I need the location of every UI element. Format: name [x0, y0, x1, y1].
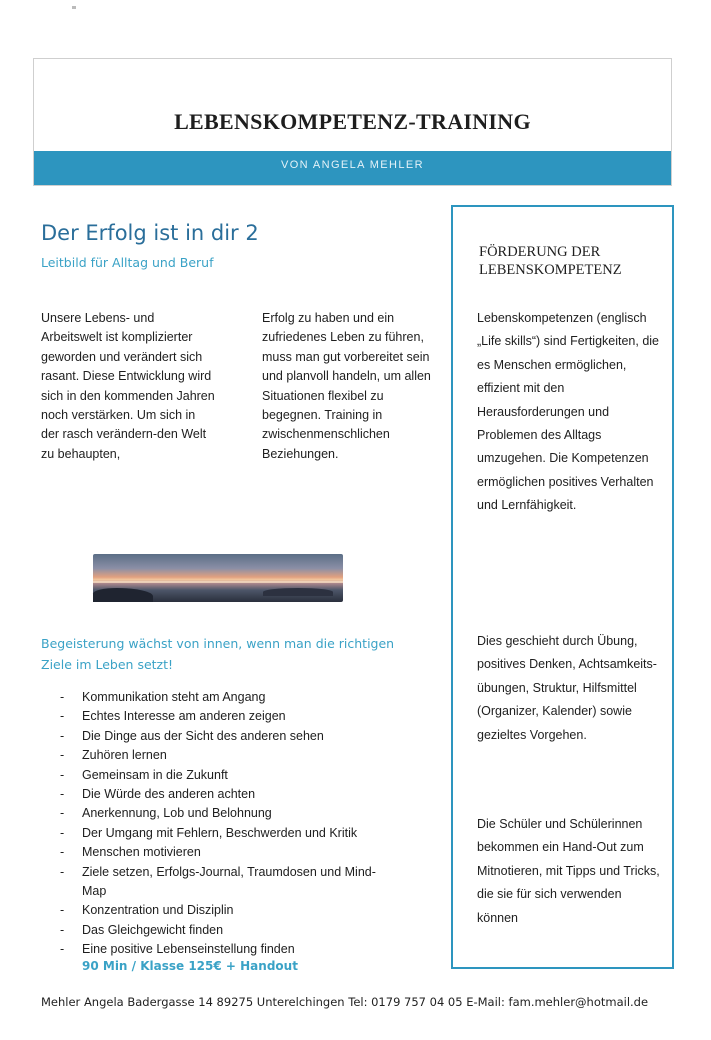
photo-horizon	[93, 581, 343, 583]
bullet-dash: -	[60, 748, 65, 763]
list-item-text: Die Dinge aus der Sicht des anderen sehen	[82, 728, 324, 743]
main-title: Der Erfolg ist in dir 2	[41, 221, 259, 245]
list-item-text: Gemeinsam in die Zukunft	[82, 767, 228, 782]
bullet-dash: -	[60, 767, 65, 782]
footer-contact: Mehler Angela Badergasse 14 89275 Unterelchingen Tel: 0179 757 04 05 E-Mail: fam.mehler@hotmail.de	[41, 995, 649, 1009]
list-item-text: Der Umgang mit Fehlern, Beschwerden und Kritik	[82, 825, 358, 840]
sunset-photo	[93, 554, 343, 602]
bullet-dash: -	[60, 806, 65, 821]
list-item-text: Ziele setzen, Erfolgs-Journal, Traumdosen und Mind-Map	[82, 864, 376, 899]
list-item	[60, 707, 390, 726]
list-item-text: Die Würde des anderen achten	[82, 787, 256, 802]
photo-rock-left	[93, 588, 153, 602]
price-info: 90 Min / Klasse 125€ + Handout	[82, 959, 298, 973]
bullet-dash: -	[60, 845, 65, 860]
list-item	[60, 746, 390, 765]
list-item	[60, 901, 390, 920]
list-item-text: Menschen motivieren	[82, 845, 201, 860]
bullet-dash: -	[60, 864, 65, 879]
list-item-text: Kommunikation steht am Angang	[82, 690, 266, 704]
bullet-dash: -	[60, 903, 65, 918]
intro-column-2	[262, 309, 437, 464]
photo-rock-right	[263, 588, 333, 596]
list-item	[60, 688, 390, 707]
list-item	[60, 766, 390, 785]
bullet-dash: -	[60, 825, 65, 840]
list-item	[60, 785, 390, 804]
list-item	[60, 940, 390, 959]
list-item	[60, 804, 390, 823]
list-item	[60, 824, 390, 843]
bullet-dash: -	[60, 690, 65, 704]
highlight-quote: Begeisterung wächst von innen, wenn man die richtigen Ziele im Leben setzt!	[41, 636, 395, 672]
header-subtitle: VON ANGELA MEHLER	[280, 159, 424, 171]
list-item-text: Eine positive Lebenseinstellung finden	[82, 942, 295, 957]
intro-text-2: Erfolg zu haben und ein zufriedenes Leben zu führen, muss man gut vorbereitet sein und planvoll handeln, um allen Situationen flexibel zu begegnen. Training in zwischenmenschlichen Beziehungen.	[262, 311, 431, 461]
sidebar-heading: FÖRDERUNG DER LEBENSKOMPETENZ	[479, 244, 622, 278]
list-item	[60, 863, 390, 902]
list-item-text: Zuhören lernen	[82, 748, 167, 763]
sidebar-paragraph-2: Dies geschieht durch Übung, positives Denken, Achtsamkeits-übungen, Struktur, Hilfsmittel (Organizer, Kalender) sowie gezieltes Vorgehen.	[477, 634, 657, 742]
list-item	[60, 843, 390, 862]
bullet-dash: -	[60, 709, 65, 724]
bullet-dash: -	[60, 787, 65, 802]
bullet-dash: -	[60, 922, 65, 937]
header-box	[33, 58, 672, 186]
intro-text-1: Unsere Lebens- und Arbeitswelt ist komplizierter geworden und verändert sich rasant. Diese Entwicklung wird sich in den kommenden Jahren noch verstärken. Um sich in der rasch verändern-den Welt zu behaupten,	[41, 311, 215, 461]
sidebar-box	[451, 205, 674, 969]
list-item-text: Konzentration und Disziplin	[82, 903, 234, 918]
sidebar-paragraph-3: Die Schüler und Schülerinnen bekommen ein Hand-Out zum Mitnotieren, mit Tipps und Tricks, die sie für sich verwenden können	[477, 817, 660, 925]
sidebar-paragraph-1: Lebenskompetenzen (englisch „Life skills“) sind Fertigkeiten, die es Menschen ermöglichen, effizient mit den Herausforderungen und Problemen des Alltags umzugehen. Die Kompetenzen ermöglichen positives Verhalten und Lernfähigkeit.	[477, 311, 660, 513]
list-item-text: Das Gleichgewicht finden	[82, 922, 224, 937]
list-item-text: Echtes Interesse am anderen zeigen	[82, 709, 286, 724]
bullet-dash: -	[60, 728, 65, 743]
list-item	[60, 921, 390, 940]
list-item	[60, 727, 390, 746]
scan-speck	[72, 6, 76, 9]
topic-list	[60, 688, 390, 960]
main-subtitle: Leitbild für Alltag und Beruf	[41, 255, 214, 270]
header-title: LEBENSKOMPETENZ-TRAINING	[174, 109, 531, 134]
list-item-text: Anerkennung, Lob und Belohnung	[82, 806, 272, 821]
intro-column-1	[41, 309, 216, 464]
bullet-dash: -	[60, 942, 65, 957]
